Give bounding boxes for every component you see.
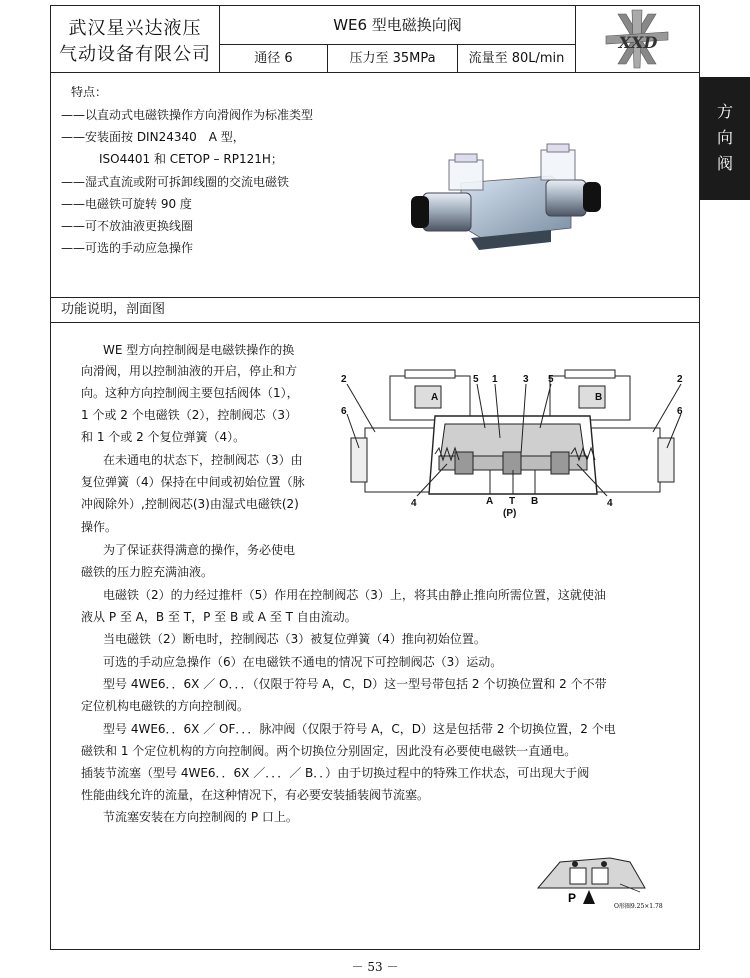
description-line: 节流塞安装在方向控制阀的 P 口上。 bbox=[103, 810, 298, 824]
throttle-insert-diagram bbox=[530, 850, 690, 920]
diagram-label: 1 bbox=[492, 374, 498, 385]
description-line: 型号 4WE6．．6X ／ O．．．（仅限于符号 A，C，D）这一型号带包括 2 个切换位置和 2 个不带 bbox=[103, 677, 607, 691]
document-title: WE6 型电磁换向阀 bbox=[219, 5, 576, 45]
spec-diameter: 通径 6 bbox=[219, 44, 328, 73]
diagram-label: A bbox=[486, 496, 494, 507]
category-side-tab bbox=[700, 77, 750, 200]
description-line: 磁铁的压力腔充满油液。 bbox=[81, 565, 214, 579]
spec-pressure: 压力至 35MPa bbox=[327, 44, 458, 73]
side-tab-char-1: 方 bbox=[716, 102, 733, 121]
diagram-label: 4 bbox=[411, 498, 417, 509]
valve-product-image bbox=[401, 138, 611, 258]
description-line: 和 1 个或 2 个复位弹簧（4）。 bbox=[81, 430, 246, 444]
valve-cross-section-diagram bbox=[335, 368, 693, 528]
diagram-label: A bbox=[431, 392, 439, 403]
description-line: 电磁铁（2）的力经过推杆（5）作用在控制阀芯（3）上，将其由静止推向所需位置，这就使油 bbox=[103, 588, 606, 602]
feature-item: ——电磁铁可旋转 90 度 bbox=[61, 197, 192, 211]
feature-item: ——湿式直流或附可拆卸线圈的交流电磁铁 bbox=[61, 175, 290, 189]
description-line: 操作。 bbox=[81, 520, 118, 534]
company-logo bbox=[575, 5, 700, 73]
xxd-logo-icon bbox=[576, 6, 699, 72]
diagram-label: 2 bbox=[341, 374, 347, 385]
feature-item: ——可选的手动应急操作 bbox=[61, 241, 194, 255]
description-line: 可选的手动应急操作（6）在电磁铁不通电的情况下可控制阀芯（3）运动。 bbox=[103, 655, 503, 669]
description-line: 当电磁铁（2）断电时，控制阀芯（3）被复位弹簧（4）推向初始位置。 bbox=[103, 632, 486, 646]
company-name-box bbox=[50, 5, 220, 73]
description-line: 插装节流塞（型号 4WE6．．6X ／．．．／ B．．）由于切换过程中的特殊工作状态，可出现大于阀 bbox=[81, 766, 590, 780]
description-line: 为了保证获得满意的操作，务必使电 bbox=[103, 543, 296, 557]
company-line-2: 气动设备有限公司 bbox=[59, 44, 211, 65]
diagram-label: 4 bbox=[607, 498, 613, 509]
description-line: 1 个或 2 个电磁铁（2），控制阀芯（3） bbox=[81, 408, 297, 422]
diagram-label: B bbox=[531, 496, 539, 507]
description-line: WE 型方向控制阀是电磁铁操作的换 bbox=[103, 343, 295, 357]
feature-item: ——可不放油液更换线圈 bbox=[61, 219, 194, 233]
description-line: 型号 4WE6．．6X ／ OF．．．脉冲阀（仅限于符号 A，C，D）这是包括带 2 个切换位置，2 个电 bbox=[103, 722, 616, 736]
diagram-label: 6 bbox=[341, 406, 347, 417]
description-line: 磁铁和 1 个定位机构的方向控制阀。两个切换位分别固定，因此没有必要使电磁铁一直通电。 bbox=[81, 744, 577, 758]
page-number: － 53 － bbox=[351, 960, 399, 974]
features-heading: 特点： bbox=[71, 85, 108, 99]
description-line: 性能曲线允许的流量，在这种情况下，有必要安装插装阀节流塞。 bbox=[81, 788, 430, 802]
feature-item: ——以直动式电磁铁操作方向滑阀作为标准类型 bbox=[61, 108, 314, 122]
spec-flow: 流量至 80L/min bbox=[457, 44, 576, 73]
side-tab-char-2: 向 bbox=[716, 128, 733, 147]
diagram-label: 5 bbox=[473, 374, 479, 385]
company-line-1: 武汉星兴达液压 bbox=[68, 18, 202, 39]
description-line: 向。这种方向控制阀主要包括阀体（1）， bbox=[81, 386, 299, 400]
description-line: 定位机构电磁铁的方向控制阀。 bbox=[81, 699, 250, 713]
diagram-label: B bbox=[595, 392, 603, 403]
feature-item: ISO4401 和 CETOP – RP121H； bbox=[99, 152, 283, 166]
diagram-label: 6 bbox=[677, 406, 683, 417]
section-title: 功能说明，剖面图 bbox=[50, 297, 700, 323]
diagram-label: 5 bbox=[548, 374, 554, 385]
logo-text: XXD bbox=[618, 33, 658, 52]
feature-item: ——安装面按 DIN24340 A 型， bbox=[61, 130, 245, 144]
features-box bbox=[50, 72, 700, 298]
diagram-label: 2 bbox=[677, 374, 683, 385]
diagram-label: (P) bbox=[503, 508, 517, 519]
o-ring-label: O形圈9.25×1.78 bbox=[614, 903, 663, 910]
description-line: 向滑阀，用以控制油液的开启，停止和方 bbox=[81, 364, 298, 378]
diagram-label: T bbox=[509, 496, 516, 507]
description-line: 液从 P 至 A，B 至 T，P 至 B 或 A 至 T 自由流动。 bbox=[81, 610, 357, 624]
description-line: 复位弹簧（4）保持在中间或初始位置（脉 bbox=[81, 475, 305, 489]
side-tab-char-3: 阀 bbox=[716, 154, 733, 173]
description-line: 在未通电的状态下，控制阀芯（3）由 bbox=[103, 453, 303, 467]
description-line: 冲阀除外）,控制阀芯(3)由湿式电磁铁(2) bbox=[81, 497, 299, 511]
diagram-label: 3 bbox=[523, 374, 529, 385]
port-p-label: P bbox=[568, 891, 577, 905]
